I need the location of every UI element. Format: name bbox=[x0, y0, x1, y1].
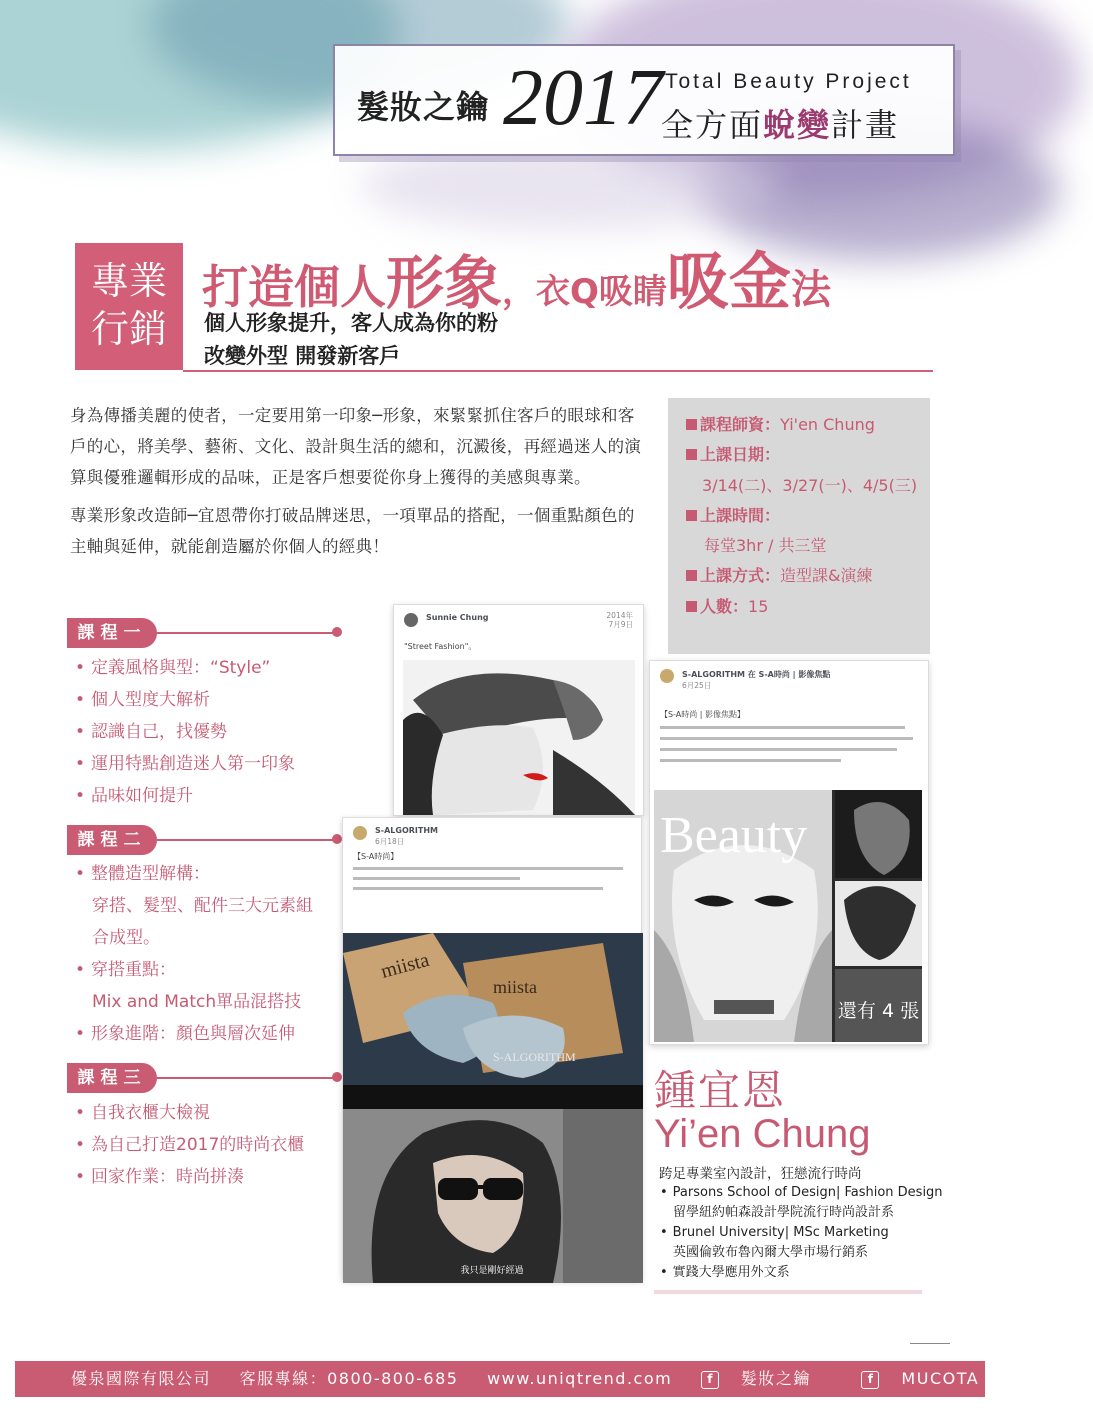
info-time-value: 每堂3hr / 共三堂 bbox=[704, 536, 827, 556]
post-text: 【S-A時尚】 bbox=[353, 852, 399, 861]
divider bbox=[654, 1290, 922, 1294]
course-1-list bbox=[75, 652, 295, 812]
course-1-dot bbox=[332, 627, 342, 637]
list-item: Mix and Match單品混搭技 bbox=[92, 992, 302, 1012]
list-item: • 運用特點創造迷人第一印象 bbox=[75, 748, 295, 780]
beauty-photo-collage bbox=[654, 790, 922, 1042]
info-method: 上課方式：造型課&演練 bbox=[686, 561, 930, 591]
list-item: • 定義風格與型：“Style” bbox=[75, 652, 295, 684]
social-post-shoes bbox=[342, 817, 642, 1280]
fashion-photo bbox=[403, 660, 635, 815]
list-item: 穿搭、髮型、配件三大元素組 bbox=[92, 896, 313, 916]
post-text: 【S-A時尚 | 影像焦點】 bbox=[660, 710, 746, 719]
subtitle: 改變外型 開發新客戶 bbox=[204, 344, 401, 368]
list-item: • Parsons School of Design| Fashion Design bbox=[660, 1183, 943, 1203]
course-1-line bbox=[157, 632, 337, 634]
website-link[interactable]: www.uniqtrend.com bbox=[487, 1369, 673, 1388]
divider bbox=[183, 370, 933, 372]
box-brand-text: miista bbox=[493, 977, 537, 997]
course-2-tag: 課程二 bbox=[67, 825, 157, 855]
course-1-tag: 課程一 bbox=[67, 618, 157, 648]
list-item: 英國倫敦布魯內爾大學市場行銷系 bbox=[673, 1245, 869, 1260]
list-item: • 自我衣櫃大檢視 bbox=[75, 1097, 304, 1129]
hotline: 客服專線：0800-800-685 bbox=[239, 1369, 459, 1388]
brand-title: 髮妝之鑰 bbox=[357, 88, 490, 126]
project-title-zh: 全方面蛻變計畫 bbox=[661, 106, 900, 144]
list-item: • 品味如何提升 bbox=[75, 780, 295, 812]
facebook-page-link[interactable]: f 髮妝之鑰 bbox=[701, 1369, 833, 1388]
post-text: "Street Fashion"。 bbox=[404, 642, 477, 651]
course-3-list bbox=[75, 1097, 304, 1193]
facebook-page-link[interactable]: f MUCOTA Taiwan bbox=[861, 1369, 1071, 1388]
avatar bbox=[660, 669, 674, 683]
facebook-icon: f bbox=[701, 1371, 719, 1389]
box-brand-text: S-ALGORITHM bbox=[493, 1050, 576, 1064]
subtitle: 個人形象提升，客人成為你的粉 bbox=[204, 311, 498, 335]
info-teacher: 課程師資：Yi'en Chung bbox=[686, 410, 930, 440]
course-2-dot bbox=[332, 834, 342, 844]
list-item: • Brunel University| MSc Marketing bbox=[660, 1223, 943, 1243]
list-item: • 穿搭重點： bbox=[75, 954, 313, 986]
course-3-tag: 課程三 bbox=[67, 1063, 157, 1093]
course-info-box bbox=[668, 398, 930, 654]
box-brand-text: miista bbox=[378, 948, 432, 983]
company-name: 優泉國際有限公司 bbox=[71, 1369, 212, 1388]
course-2-line bbox=[157, 839, 337, 841]
footer-bar bbox=[15, 1361, 1050, 1397]
list-item: • 形象進階：顏色與層次延伸 bbox=[75, 1018, 313, 1050]
intro-paragraph: 身為傳播美麗的使者，一定要用第一印象─形象，來緊緊抓住客戶的眼球和客戶的心，將美學、藝術、文化、設計與生活的總和，沉澱後，再經過迷人的演算與優雅邏輯形成的品味，正是客戶想要從你身上獲得的美感與專業。 bbox=[70, 406, 642, 487]
intro-text bbox=[70, 400, 650, 562]
facebook-icon: f bbox=[861, 1371, 879, 1389]
course-3-line bbox=[157, 1077, 337, 1079]
section-badge: 專業 行銷 bbox=[75, 243, 183, 370]
course-3-dot bbox=[332, 1072, 342, 1082]
list-item: • 認識自己，找優勢 bbox=[75, 716, 295, 748]
divider bbox=[910, 1343, 950, 1344]
post-date: 6月25日 bbox=[682, 681, 712, 690]
post-date: 2014年 7月9日 bbox=[606, 611, 633, 629]
instructor-name-zh: 鍾宜恩 bbox=[654, 1066, 787, 1115]
instructor-name-en: Yi’en Chung bbox=[654, 1112, 871, 1156]
intro-paragraph: 專業形象改造師─宜恩帶你打破品牌迷思，一項單品的搭配，一個重點顏色的主軸與延伸，就能創造屬於你個人的經典！ bbox=[70, 506, 635, 556]
list-item: • 回家作業：時尚拼湊 bbox=[75, 1161, 304, 1193]
list-item: • 為自己打造2017的時尚衣櫃 bbox=[75, 1129, 304, 1161]
info-date-value: 3/14(二)、3/27(一)、4/5(三) bbox=[702, 475, 918, 495]
list-item: 合成型。 bbox=[92, 928, 160, 948]
avatar bbox=[404, 613, 418, 627]
post-author: S-ALGORITHM bbox=[375, 826, 438, 835]
info-time-label: 上課時間： bbox=[686, 501, 930, 531]
project-title-en: Total Beauty Project bbox=[665, 70, 912, 93]
photo-caption: 我只是剛好經過 bbox=[460, 1266, 524, 1276]
course-2-list bbox=[75, 858, 313, 1050]
instructor-credentials bbox=[660, 1183, 943, 1283]
list-item: • 整體造型解構： bbox=[75, 858, 313, 890]
shoes-and-portrait-photo bbox=[343, 933, 641, 1276]
list-item: 留學紐約帕森設計學院流行時尚設計系 bbox=[673, 1205, 895, 1220]
list-item: • 個人型度大解析 bbox=[75, 684, 295, 716]
main-headline: 打造個人形象，衣Q吸睛吸金法 bbox=[202, 245, 831, 318]
post-author: S-ALGORITHM 在 S-A時尚 | 影像焦點 bbox=[682, 670, 831, 679]
info-date-label: 上課日期： bbox=[686, 440, 930, 470]
header-banner bbox=[333, 44, 955, 156]
magazine-cover-title: Beauty bbox=[660, 807, 808, 864]
avatar bbox=[353, 826, 367, 840]
list-item: • 實踐大學應用外文系 bbox=[660, 1263, 943, 1283]
post-body-lines bbox=[660, 726, 918, 784]
info-count: 人數：15 bbox=[686, 592, 930, 622]
post-date: 6月18日 bbox=[375, 837, 405, 846]
year-title: 2017 bbox=[503, 54, 663, 142]
post-body-lines bbox=[353, 867, 631, 890]
post-author: Sunnie Chung bbox=[426, 613, 489, 622]
more-photos-label: 還有 4 張 bbox=[837, 1000, 920, 1022]
instructor-tagline: 跨足專業室內設計，狂戀流行時尚 bbox=[659, 1166, 862, 1182]
